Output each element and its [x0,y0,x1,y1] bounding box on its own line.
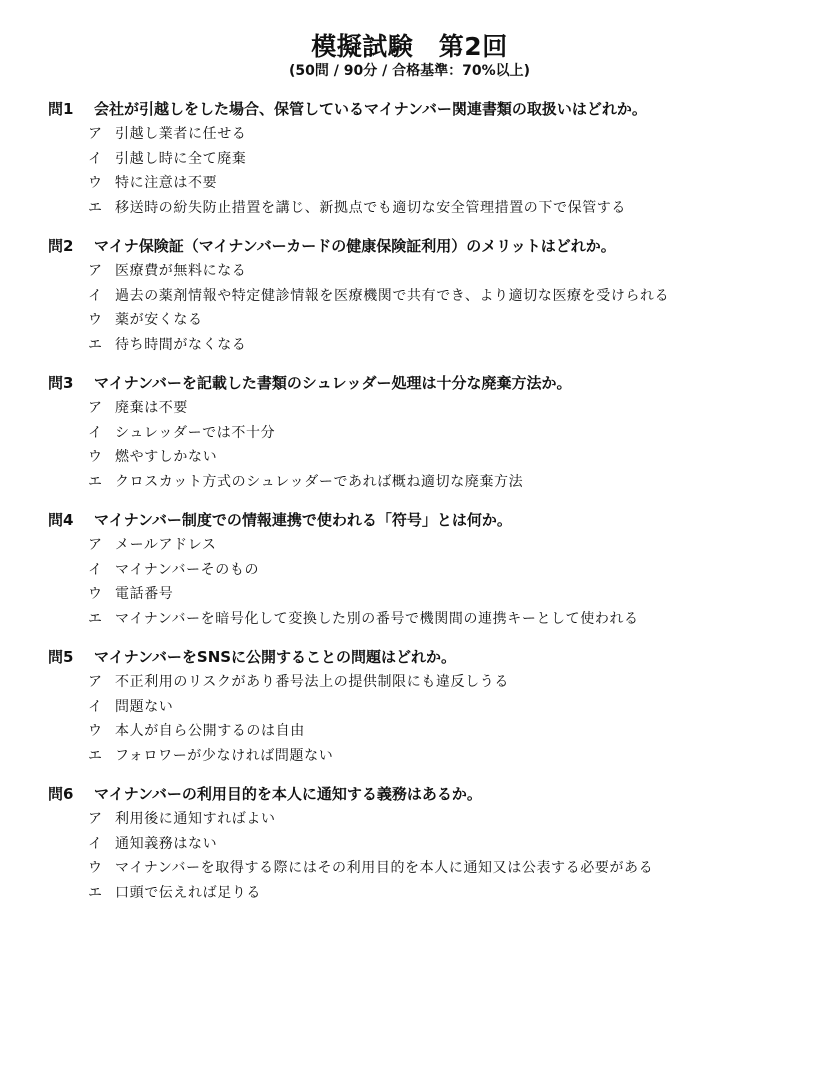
page-title: 模擬試験 第2回 [311,32,508,61]
choice-text: シュレッダーでは不十分 [115,424,276,441]
choice-i [48,558,788,583]
choice-letter: エ [88,336,102,353]
choice-text: 引越し業者に任せる [115,126,247,142]
question-header [48,233,788,259]
choice-text: 薬が安くなる [115,312,203,328]
question-number: 問3 [48,374,74,392]
choice-letter: エ [88,747,102,764]
question-header [48,370,788,396]
question-3 [48,370,788,494]
choice-text: 口頭で伝えれば足りる [115,884,261,901]
choice-text: メールアドレス [115,537,217,553]
choice-letter: ア [88,400,102,416]
choice-letter: ア [88,126,102,142]
choice-u [48,719,788,744]
choice-a [48,807,788,832]
choice-letter: ア [88,674,102,690]
choice-e [48,881,788,906]
question-number: 問2 [48,237,74,255]
question-5 [48,644,788,768]
choice-letter: ウ [88,860,102,876]
question-number: 問4 [48,511,74,529]
choice-a [48,396,788,421]
choice-list [48,670,788,768]
choice-letter: ウ [88,312,102,328]
choice-text: マイナンバーを取得する際にはその利用目的を本人に通知又は公表する必要がある [115,860,654,876]
choice-letter: ウ [88,723,102,739]
choice-text: 引越し時に全て廃棄 [115,150,247,167]
choice-i [48,147,788,172]
question-header [48,781,788,807]
choice-i [48,421,788,446]
choice-letter: ア [88,537,102,553]
choice-a [48,259,788,284]
choice-letter: ウ [88,586,102,602]
question-number: 問6 [48,785,74,803]
choice-text: 利用後に通知すればよい [115,811,276,827]
choice-list [48,396,788,494]
choice-e [48,470,788,495]
choice-text: 特に注意は不要 [115,175,218,191]
choice-letter: イ [88,150,102,167]
choice-i [48,284,788,309]
question-number: 問5 [48,648,74,666]
choice-text: 燃やすしかない [115,449,218,465]
choice-text: 過去の薬剤情報や特定健診情報を医療機関で共有でき、より適切な医療を受けられる [115,287,670,304]
question-list [48,96,788,905]
question-text: マイナンバーを記載した書類のシュレッダー処理は十分な廃棄方法か。 [94,374,572,392]
choice-text: フォロワーが少なければ問題ない [115,747,334,764]
choice-list [48,259,788,357]
exam-conditions: (50問 / 90分 / 合格基準：70%以上) [289,63,530,79]
choice-letter: イ [88,424,102,441]
choice-u [48,856,788,881]
choice-list [48,807,788,905]
choice-list [48,533,788,631]
choice-i [48,695,788,720]
question-1 [48,96,788,220]
question-text: マイナンバー制度での情報連携で使われる「符号」とは何か。 [94,511,512,529]
choice-text: マイナンバーを暗号化して変換した別の番号で機関間の連携キーとして使われる [115,610,639,627]
choice-text: マイナンバーそのもの [115,561,260,578]
choice-e [48,333,788,358]
question-2 [48,233,788,357]
question-text: マイナ保険証（マイナンバーカードの健康保険証利用）のメリットはどれか。 [94,237,616,255]
choice-letter: エ [88,884,102,901]
choice-i [48,832,788,857]
choice-e [48,744,788,769]
question-6 [48,781,788,905]
choice-a [48,670,788,695]
choice-text: 待ち時間がなくなる [115,336,247,353]
choice-letter: イ [88,835,102,852]
choice-letter: ア [88,263,102,279]
choice-letter: イ [88,561,102,578]
choice-letter: エ [88,473,102,490]
choice-letter: イ [88,287,102,304]
choice-text: クロスカット方式のシュレッダーであれば概ね適切な廃棄方法 [115,473,524,490]
question-text: マイナンバーをSNSに公開することの問題はどれか。 [94,648,457,666]
choice-text: 不正利用のリスクがあり番号法上の提供制限にも違反しうる [115,674,509,690]
question-text: 会社が引越しをした場合、保管しているマイナンバー関連書類の取扱いはどれか。 [94,100,647,118]
choice-list [48,122,788,220]
question-number: 問1 [48,100,74,118]
choice-text: 問題ない [115,698,174,715]
choice-u [48,445,788,470]
choice-text: 廃棄は不要 [115,400,188,416]
choice-letter: エ [88,199,102,216]
question-header [48,507,788,533]
choice-a [48,533,788,558]
choice-letter: ウ [88,175,102,191]
choice-u [48,171,788,196]
choice-letter: ア [88,811,102,827]
choice-e [48,196,788,221]
choice-u [48,582,788,607]
choice-text: 移送時の紛失防止措置を講じ、新拠点でも適切な安全管理措置の下で保管する [115,199,626,216]
question-text: マイナンバーの利用目的を本人に通知する義務はあるか。 [94,785,482,803]
choice-text: 通知義務はない [115,835,218,852]
choice-text: 電話番号 [115,586,174,602]
choice-letter: エ [88,610,102,627]
choice-letter: ウ [88,449,102,465]
choice-a [48,122,788,147]
choice-e [48,607,788,632]
question-header [48,96,788,122]
choice-text: 本人が自ら公開するのは自由 [115,723,305,739]
question-header [48,644,788,670]
choice-text: 医療費が無料になる [115,263,247,279]
choice-u [48,308,788,333]
question-4 [48,507,788,631]
choice-letter: イ [88,698,102,715]
